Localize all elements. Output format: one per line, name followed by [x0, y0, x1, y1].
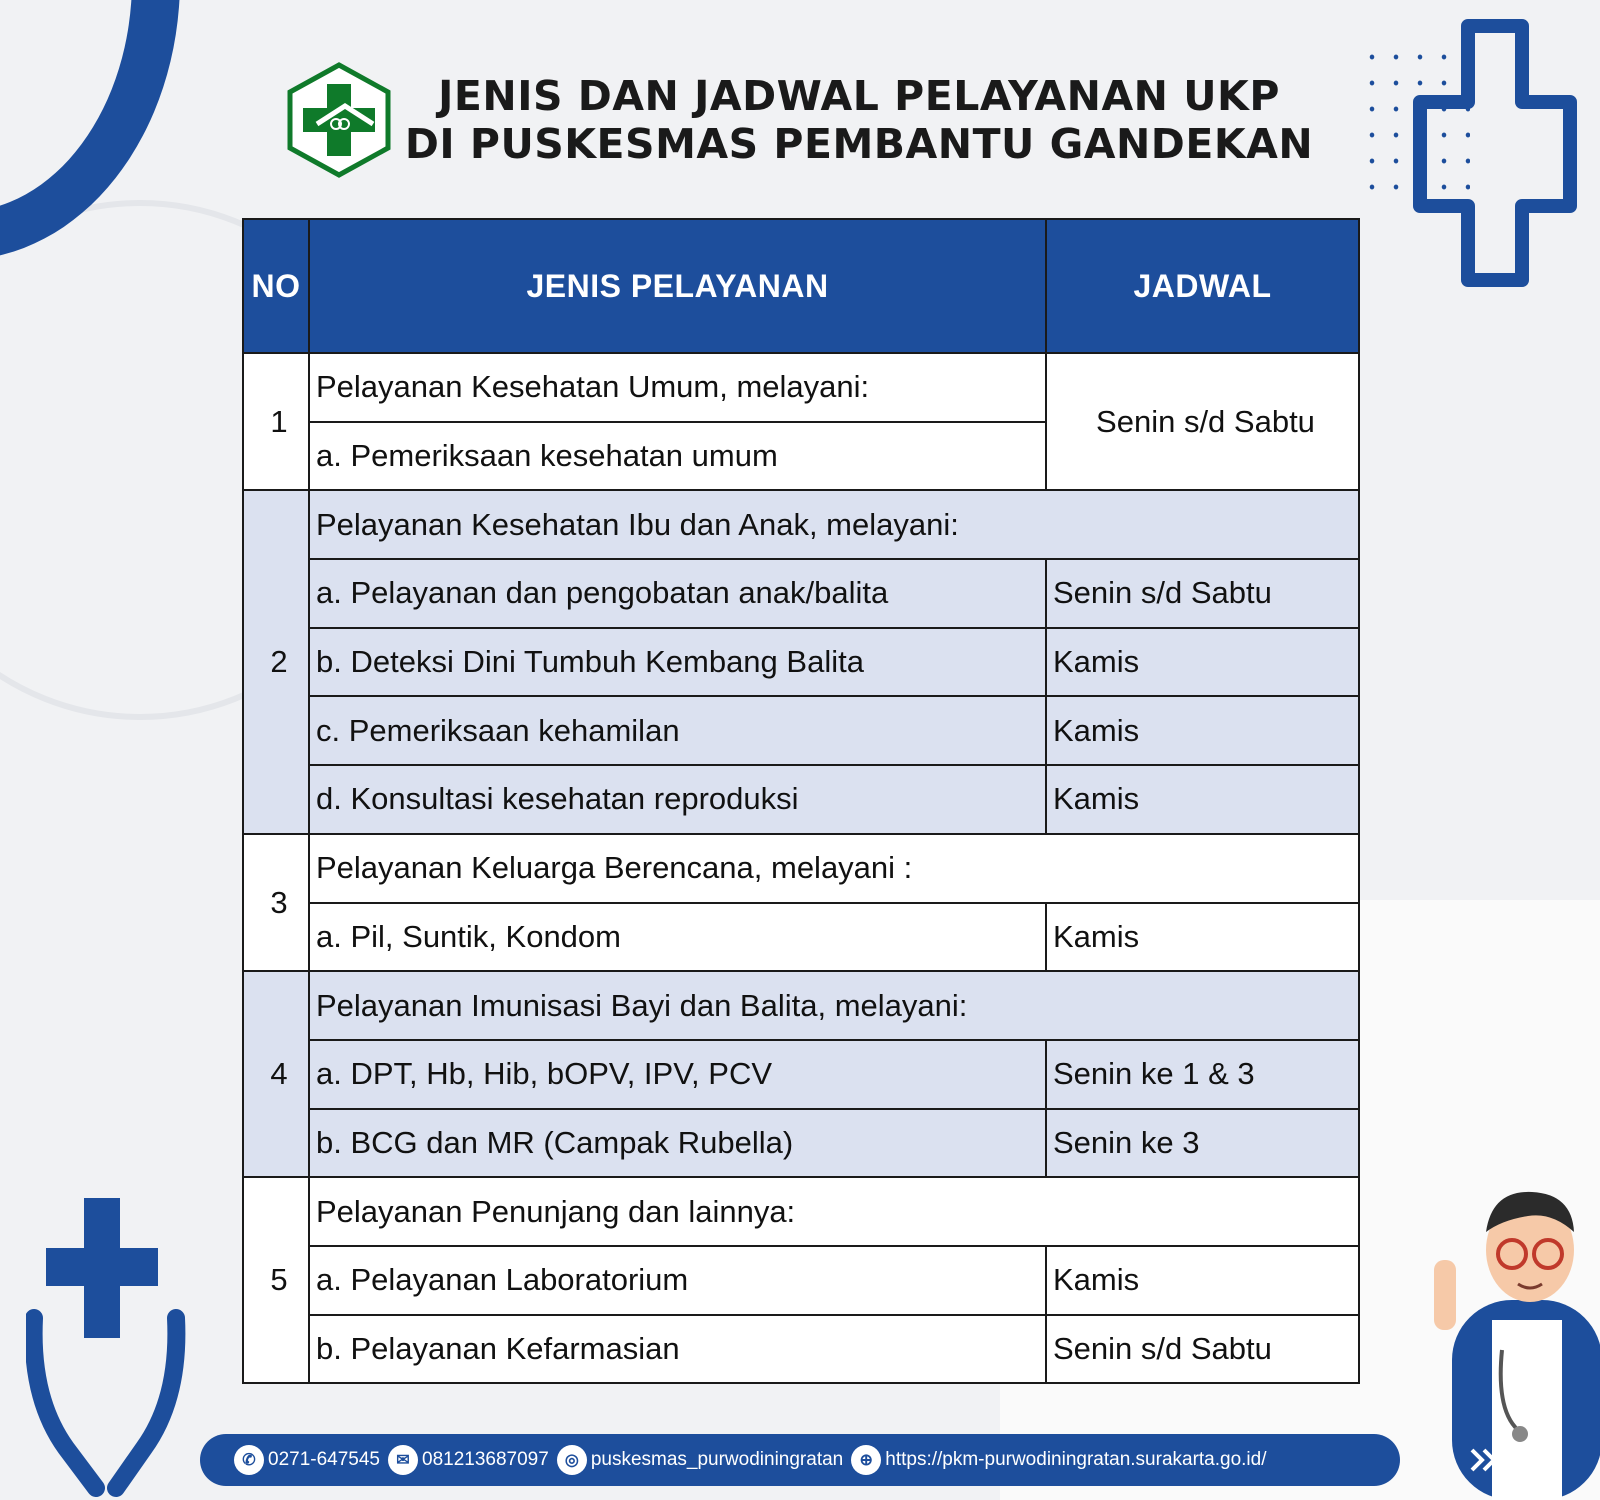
group-heading: Pelayanan Imunisasi Bayi dan Balita, melayani: — [309, 971, 1359, 1040]
service-schedule: Senin ke 1 & 3 — [1046, 1040, 1359, 1109]
table-row — [243, 628, 1359, 697]
service-item: a. Pil, Suntik, Kondom — [309, 903, 1046, 972]
table-row — [243, 1040, 1359, 1109]
table-row — [243, 765, 1359, 834]
service-item: a. Pelayanan Laboratorium — [309, 1246, 1046, 1315]
phone-icon: ✆ — [234, 1445, 264, 1475]
page-title-line-2: DI PUSKESMAS PEMBANTU GANDEKAN — [404, 120, 1314, 168]
instagram-icon: ◎ — [557, 1445, 587, 1475]
instagram-handle: puskesmas_purwodiningratan — [590, 1449, 844, 1470]
footer-phone[interactable] — [234, 1445, 380, 1475]
table-row — [243, 490, 1359, 559]
service-item: a. DPT, Hb, Hib, bOPV, IPV, PCV — [309, 1040, 1046, 1109]
table-header-row — [243, 219, 1359, 353]
table-row — [243, 834, 1359, 903]
table-row — [243, 1246, 1359, 1315]
whatsapp-icon: ✉ — [388, 1445, 418, 1475]
group-heading: Pelayanan Keluarga Berencana, melayani : — [309, 834, 1359, 903]
puskesmas-logo-icon — [287, 62, 391, 178]
service-schedule: Senin s/d Sabtu — [1046, 1315, 1359, 1384]
service-item: b. BCG dan MR (Campak Rubella) — [309, 1109, 1046, 1178]
row-number: 4 — [243, 971, 309, 1177]
group-heading: Pelayanan Kesehatan Ibu dan Anak, melayani: — [309, 490, 1359, 559]
globe-icon: ⊕ — [851, 1445, 881, 1475]
service-item: b. Deteksi Dini Tumbuh Kembang Balita — [309, 628, 1046, 697]
header-service: JENIS PELAYANAN — [309, 219, 1046, 353]
table-row — [243, 696, 1359, 765]
table-row — [243, 1109, 1359, 1178]
contact-footer — [200, 1434, 1400, 1486]
header — [0, 62, 1600, 178]
service-schedule: Senin s/d Sabtu — [1046, 559, 1359, 628]
header-no: NO — [243, 219, 309, 353]
table-row — [243, 1315, 1359, 1384]
header-schedule: JADWAL — [1046, 219, 1359, 353]
group-heading: Pelayanan Kesehatan Umum, melayani: — [309, 353, 1046, 422]
row-number: 5 — [243, 1177, 309, 1383]
table-row — [243, 903, 1359, 972]
service-item: c. Pemeriksaan kehamilan — [309, 696, 1046, 765]
doctor-illustration-icon — [1432, 1180, 1600, 1500]
row-number: 2 — [243, 490, 309, 833]
phone-number: 0271-647545 — [268, 1449, 380, 1470]
service-item: d. Konsultasi kesehatan reproduksi — [309, 765, 1046, 834]
footer-website[interactable] — [851, 1445, 1266, 1475]
service-schedule-table — [242, 218, 1360, 1384]
service-item: a. Pelayanan dan pengobatan anak/balita — [309, 559, 1046, 628]
title-block — [405, 72, 1313, 168]
footer-instagram[interactable] — [557, 1445, 843, 1475]
service-schedule: Kamis — [1046, 696, 1359, 765]
footer-whatsapp[interactable] — [388, 1445, 549, 1475]
row-number: 1 — [243, 353, 309, 490]
service-schedule: Kamis — [1046, 628, 1359, 697]
table-row — [243, 353, 1359, 422]
service-item: a. Pemeriksaan kesehatan umum — [309, 422, 1046, 491]
website-url: https://pkm-purwodiningratan.surakarta.go.id/ — [885, 1449, 1267, 1470]
whatsapp-number: 081213687097 — [422, 1449, 549, 1470]
service-schedule: Senin ke 3 — [1046, 1109, 1359, 1178]
service-item: b. Pelayanan Kefarmasian — [309, 1315, 1046, 1384]
service-schedule: Kamis — [1046, 903, 1359, 972]
caring-hands-icon — [26, 1198, 186, 1498]
service-schedule: Kamis — [1046, 765, 1359, 834]
group-heading: Pelayanan Penunjang dan lainnya: — [309, 1177, 1359, 1246]
service-schedule: Kamis — [1046, 1246, 1359, 1315]
page-title-line-1: JENIS DAN JADWAL PELAYANAN UKP — [438, 72, 1280, 120]
table-row — [243, 559, 1359, 628]
table-row — [243, 971, 1359, 1040]
row-number: 3 — [243, 834, 309, 971]
table-row — [243, 1177, 1359, 1246]
group-schedule: Senin s/d Sabtu — [1046, 353, 1359, 490]
